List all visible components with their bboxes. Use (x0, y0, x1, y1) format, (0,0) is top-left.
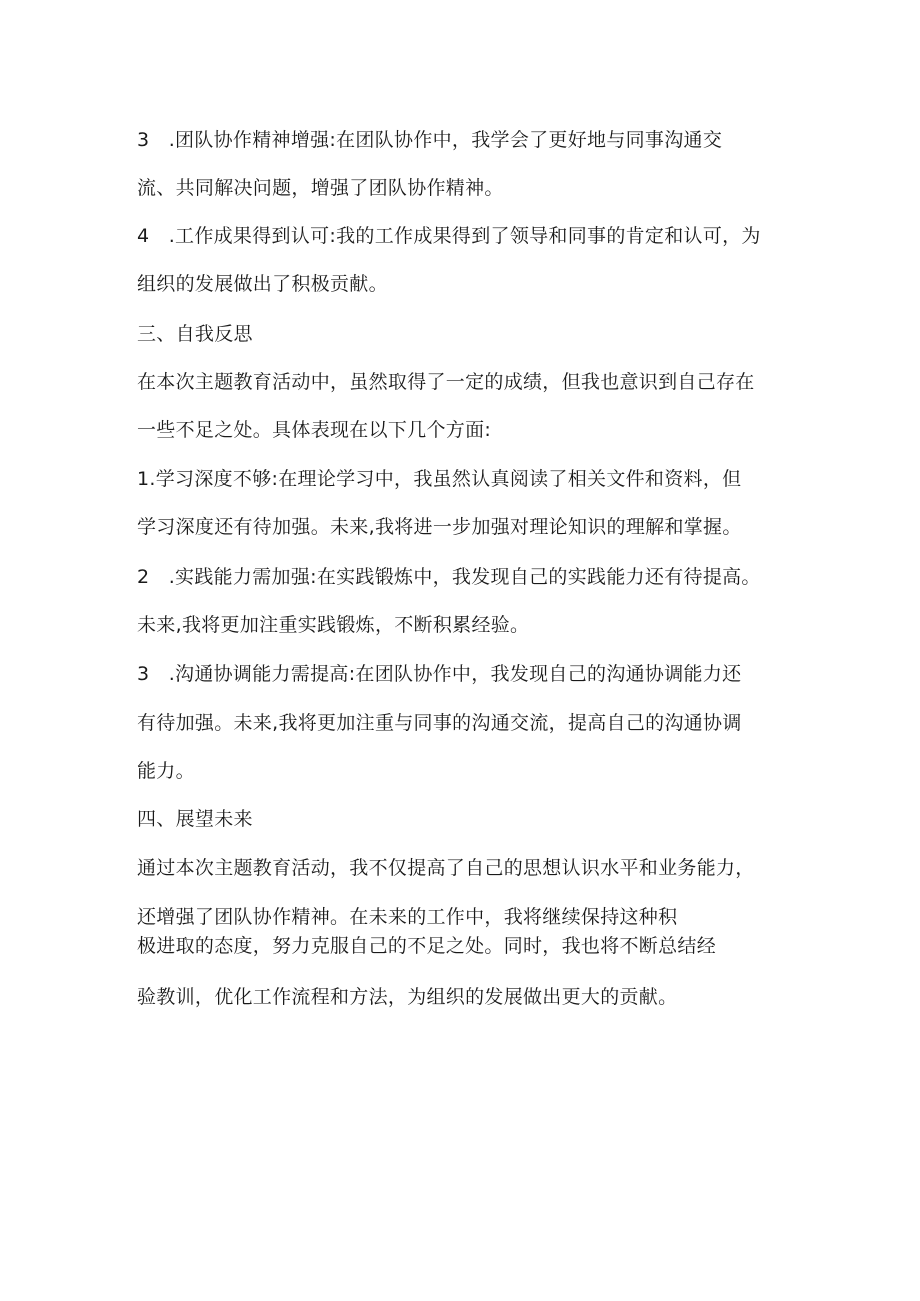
text-line-8: 1.学习深度不够:在理论学习中，我虽然认真阅读了相关文件和资料，但 (137, 468, 742, 490)
section-heading-outlook: 四、展望未来 (137, 808, 253, 830)
text-line-11: 未来,我将更加注重实践锻炼，不断积累经验。 (137, 614, 530, 636)
text-line-7: 一些不足之处。具体表现在以下几个方面: (137, 419, 492, 441)
text-line-19: 验教训，优化工作流程和方法，为组织的发展做出更大的贡献。 (137, 986, 678, 1008)
text-line-6: 在本次主题教育活动中，虽然取得了一定的成绩，但我也意识到自己存在 (137, 371, 755, 393)
text-line-13: 有待加强。未来,我将更加注重与同事的沟通交流，提高自己的沟通协调 (137, 712, 742, 734)
text-line-17: 还增强了团队协作精神。在未来的工作中，我将继续保持这种积 (137, 906, 678, 928)
text-line-1: 3 .团队协作精神增强:在团队协作中，我学会了更好地与同事沟通交 (137, 129, 723, 151)
text-line-12: 3 .沟通协调能力需提高:在团队协作中，我发现自己的沟通协调能力还 (137, 663, 742, 685)
text-line-3: 4 .工作成果得到认可:我的工作成果得到了领导和同事的肯定和认可，为 (137, 225, 761, 247)
section-heading-self-reflection: 三、自我反思 (137, 323, 253, 345)
text-line-4: 组织的发展做出了积极贡献。 (137, 273, 388, 295)
text-line-10: 2 .实践能力需加强:在实践锻炼中，我发现自己的实践能力还有待提高。 (137, 566, 761, 588)
text-line-18: 极进取的态度，努力克服自己的不足之处。同时，我也将不断总结经 (137, 935, 717, 957)
text-line-14: 能力。 (137, 760, 195, 782)
text-line-16: 通过本次主题教育活动，我不仅提高了自己的思想认识水平和业务能力， (137, 857, 755, 879)
text-line-2: 流、共同解决问题，增强了团队协作精神。 (137, 177, 504, 199)
text-line-9: 学习深度还有待加强。未来,我将进一步加强对理论知识的理解和掌握。 (137, 516, 742, 538)
